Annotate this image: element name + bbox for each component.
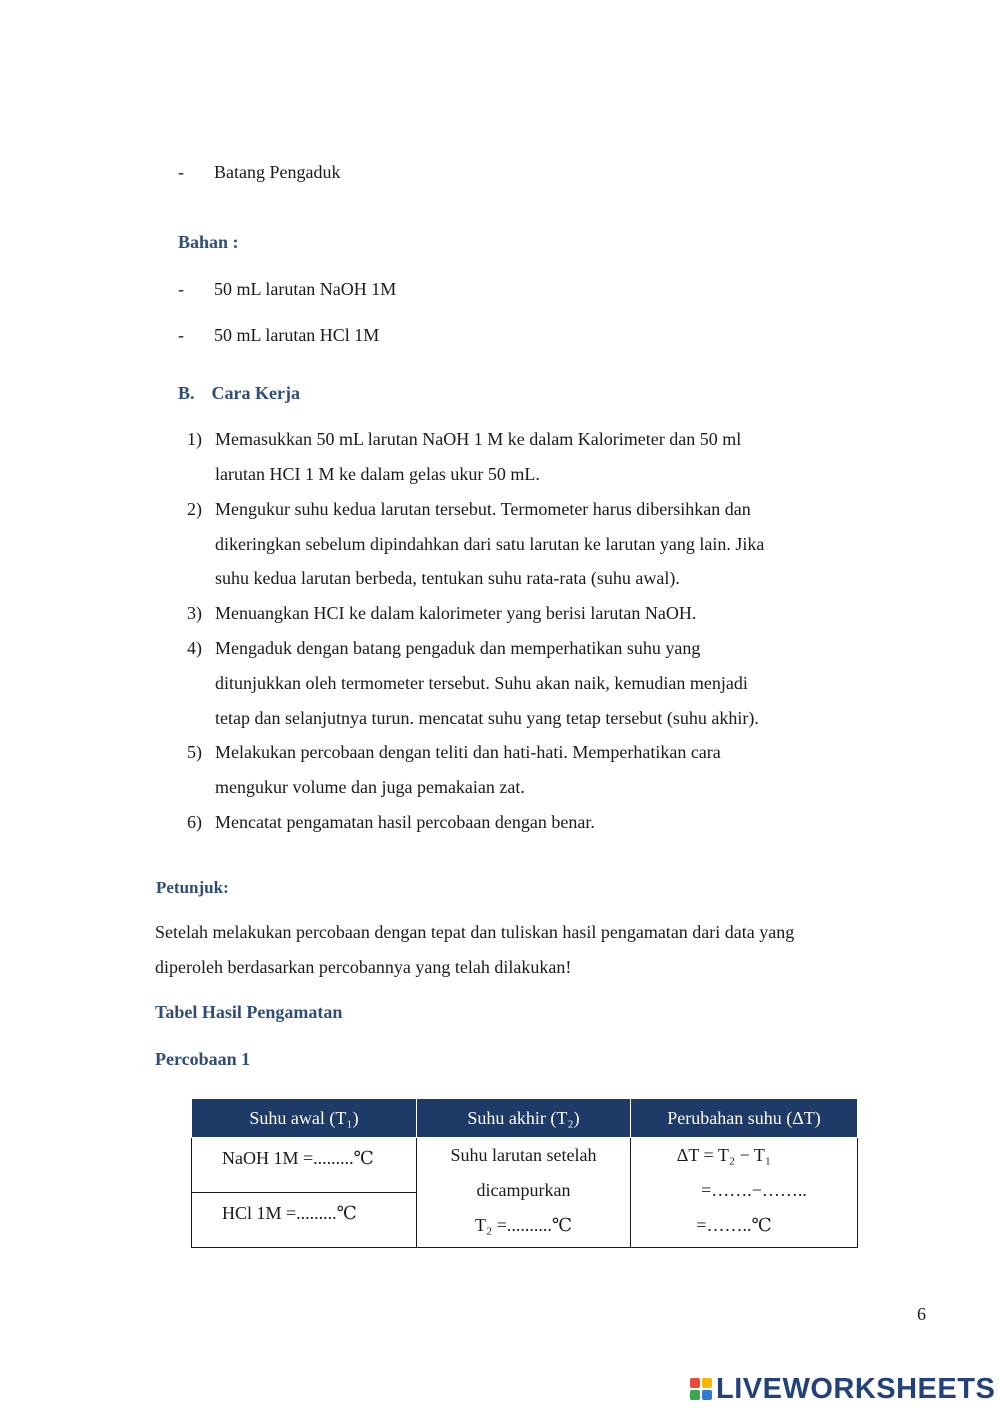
header-initial-temp: Suhu awal (T₁) (192, 1099, 417, 1138)
list-item-text: Batang Pengaduk (214, 162, 341, 182)
procedure-text: Melakukan percobaan dengan teliti dan hati-hati. Memperhatikan cara (215, 742, 721, 762)
header-temp-change: Perubahan suhu (ΔT) (631, 1099, 858, 1138)
instructions-line: Setelah melakukan percobaan dengan tepat dan tuliskan hasil pengamatan dari data yang (155, 922, 795, 942)
observation-table (191, 1098, 858, 1248)
procedure-text: Mencatat pengamatan hasil percobaan dengan benar. (215, 812, 595, 832)
final-temp-line: Suhu larutan setelah (450, 1145, 597, 1165)
page-number: 6 (917, 1304, 926, 1324)
table-row (192, 1138, 858, 1193)
procedure-number: 6) (187, 812, 202, 832)
liveworksheets-logo-icon (690, 1378, 712, 1400)
list-item-text: 50 mL larutan HCl 1M (214, 325, 380, 345)
procedure-number: 4) (187, 638, 202, 658)
temp-change-cell[interactable] (631, 1138, 858, 1248)
hcl-temp-cell[interactable] (192, 1193, 417, 1248)
procedure-text: Mengukur suhu kedua larutan tersebut. Termometer harus dibersihkan dan (215, 499, 751, 519)
procedure-text: Memasukkan 50 mL larutan NaOH 1 M ke dalam Kalorimeter dan 50 ml (215, 429, 742, 449)
procedure-number: 1) (187, 429, 202, 449)
delta-line: =…….−…….. (701, 1180, 807, 1200)
procedure-text: larutan HCI 1 M ke dalam gelas ukur 50 mL. (215, 464, 540, 484)
instructions-heading: Petunjuk: (156, 878, 229, 897)
instructions-line: diperoleh berdasarkan percobannya yang telah dilakukan! (155, 957, 572, 977)
procedure-heading-text: Cara Kerja (211, 383, 300, 403)
list-bullet: - (178, 162, 184, 182)
list-item-text: 50 mL larutan NaOH 1M (214, 279, 397, 299)
liveworksheets-logo (690, 1372, 995, 1406)
procedure-number: 2) (187, 499, 202, 519)
procedure-heading (178, 383, 300, 404)
procedure-text: mengukur volume dan juga pemakaian zat. (215, 777, 525, 797)
materials-heading: Bahan : (178, 232, 239, 252)
header-final-temp: Suhu akhir (T₂) (417, 1099, 631, 1138)
experiment-label: Percobaan 1 (155, 1049, 251, 1069)
table-header-row (192, 1099, 858, 1138)
procedure-text: Menuangkan HCI ke dalam kalorimeter yang berisi larutan NaOH. (215, 603, 697, 623)
list-bullet: - (178, 325, 184, 345)
procedure-heading-letter: B. (178, 383, 195, 403)
logo-text: LIVEWORKSHEETS (716, 1372, 996, 1405)
final-temp-cell[interactable] (417, 1138, 631, 1248)
procedure-text: tetap dan selanjutnya turun. mencatat suhu yang tetap tersebut (suhu akhir). (215, 708, 759, 728)
procedure-text: Mengaduk dengan batang pengaduk dan memperhatikan suhu yang (215, 638, 701, 658)
procedure-text: suhu kedua larutan berbeda, tentukan suhu rata-rata (suhu awal). (215, 568, 680, 588)
procedure-number: 5) (187, 742, 202, 762)
delta-line: =……..℃ (696, 1215, 772, 1235)
results-heading: Tabel Hasil Pengamatan (155, 1002, 343, 1022)
naoh-temp-text: NaOH 1M =.........℃ (222, 1148, 374, 1168)
final-temp-line: T₂ =..........℃ (474, 1215, 573, 1235)
list-bullet: - (178, 279, 184, 299)
naoh-temp-cell[interactable] (192, 1138, 417, 1193)
procedure-text: dikeringkan sebelum dipindahkan dari satu larutan ke larutan yang lain. Jika (215, 534, 765, 554)
procedure-text: ditunjukkan oleh termometer tersebut. Suhu akan naik, kemudian menjadi (215, 673, 748, 693)
delta-line: ΔT = T₂ − T₁ (676, 1145, 772, 1165)
final-temp-line: dicampurkan (476, 1180, 571, 1200)
procedure-number: 3) (187, 603, 202, 623)
hcl-temp-text: HCl 1M =.........℃ (222, 1203, 357, 1223)
